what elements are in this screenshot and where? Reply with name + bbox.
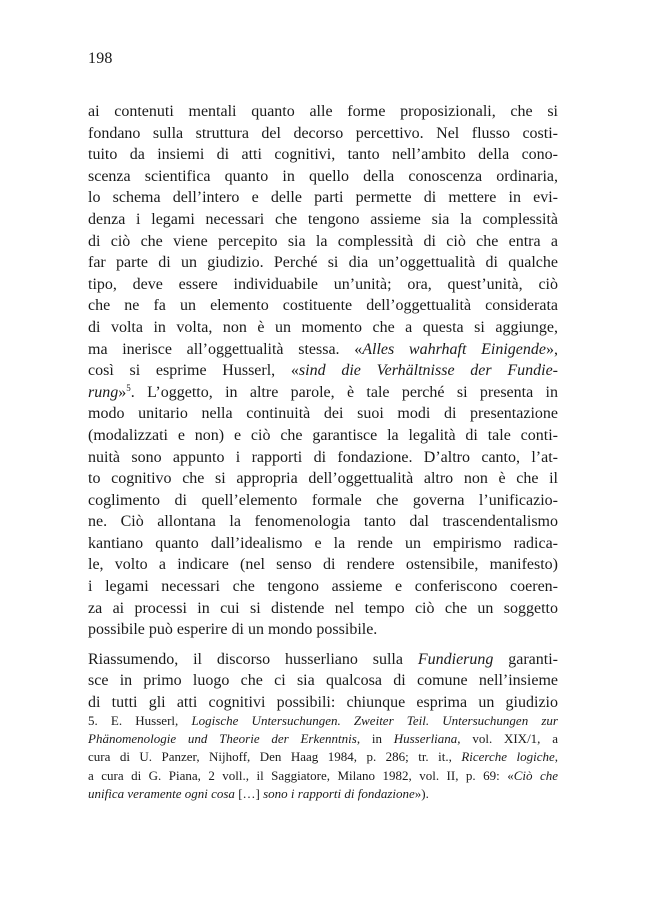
footnote-line (88, 785, 558, 803)
text-run: che ne fa un elemento costituente dell’oggettualità considerata (88, 297, 558, 315)
text-run: di tutti gli atti cognitivi possibili: chiunque esprima un giudizio (88, 694, 558, 712)
italic-text: rung (88, 383, 119, 401)
text-line (88, 274, 558, 296)
text-run: modo unitario nella continuità dei suoi modi di presentazione (88, 405, 558, 423)
text-run: ma inerisce all’oggettualità stessa. « (88, 340, 363, 358)
text-line (88, 360, 558, 382)
text-line (88, 317, 558, 339)
footnote-line (88, 712, 558, 730)
italic-text: Phänomenologie und Theorie der Erkenntnis (88, 731, 357, 747)
text-run: za ai processi in cui si distende nel tempo ciò che un soggetto (88, 599, 558, 617)
text-run: far parte di un giudizio. Perché si dia un’oggettualità di qualche (88, 254, 558, 272)
italic-text: sind die Verhältnisse der Fundie- (298, 362, 558, 380)
text-line (88, 339, 558, 361)
text-line (88, 144, 558, 166)
text-line (88, 619, 558, 641)
text-line (88, 649, 558, 671)
text-line (88, 252, 558, 274)
text-run: fondano sulla struttura del decorso percettivo. Nel flusso costi- (88, 124, 558, 142)
text-run: […] (234, 785, 264, 801)
footnote-line (88, 767, 558, 785)
text-line (88, 533, 558, 555)
text-line (88, 511, 558, 533)
text-line (88, 187, 558, 209)
italic-text: Ricerche logiche (461, 749, 555, 765)
text-run: , vol. XIX/1, a (457, 731, 558, 747)
text-run: sce in primo luogo che ci sia qualcosa di comune nell’insieme (88, 672, 558, 690)
footnote-ref: 5 (126, 382, 131, 393)
text-run: , (554, 749, 558, 765)
text-run: 5. E. Husserl, (88, 713, 192, 728)
text-run: tipo, deve essere individuabile un’unità; ora, quest’unità, ciò (88, 275, 558, 293)
text-line (88, 468, 558, 490)
text-run: Riassumendo, il discorso husserliano sulla (88, 650, 418, 668)
text-run: cura di U. Panzer, Nijhoff, Den Haag 1984, p. 286; tr. it., (88, 749, 462, 765)
text-run: così si esprime Husserl, « (88, 362, 299, 380)
italic-text: sono i rapporti di fondazione (263, 785, 415, 801)
text-run: lo schema dell’intero e delle parti permette di mettere in evi- (88, 189, 558, 207)
text-run: ai contenuti mentali quanto alle forme proposizionali, che si (88, 103, 558, 120)
text-run: a cura di G. Piana, 2 voll., il Saggiatore, Milano 1982, vol. II, p. 69: « (88, 767, 514, 783)
text-run: nuità sono appunto i rapporti di fondazione. D’altro canto, l’at- (88, 448, 558, 466)
text-line (88, 101, 558, 123)
text-line (88, 123, 558, 145)
text-run: to cognitivo che si appropria dell’oggettualità altro non è che il (88, 470, 558, 488)
text-run: i legami necessari che tengono assieme e conferiscono coeren- (88, 578, 558, 596)
text-run: coglimento di quell’elemento formale che governa l’unificazio- (88, 491, 558, 509)
italic-text: Fundierung (417, 650, 494, 668)
paragraph-2 (88, 649, 558, 714)
text-run: , in (356, 731, 394, 747)
text-line (88, 490, 558, 512)
text-run: kantiano quanto dall’idealismo e la rende un empirismo radica- (88, 534, 558, 552)
text-run: tuito da insiemi di atti cognitivi, tanto nell’ambito della cono- (88, 146, 558, 164)
text-run: . L’oggetto, in altre parole, è tale perché si presenta in (130, 383, 558, 401)
text-run: di volta in volta, non è un momento che a questa si aggiunge, (88, 318, 558, 336)
text-line (88, 166, 558, 188)
text-line (88, 598, 558, 620)
text-line (88, 295, 558, 317)
text-run: denza i legami necessari che tengono assieme sia la complessità (88, 210, 558, 228)
italic-text: Husserliana (393, 731, 458, 747)
text-line (88, 209, 558, 231)
text-run: (modalizzati e non) e ciò che garantisce la legalità di tale conti- (88, 426, 558, 444)
text-line (88, 576, 558, 598)
italic-text: Logische Untersuchungen. Zweiter Teil. Untersuchungen zur (191, 713, 558, 728)
page-number: 198 (88, 50, 113, 67)
text-run: scenza scientifica quanto in quello della conoscenza ordinaria, (88, 167, 558, 185)
text-run: le, volto a indicare (nel senso di rendere ostensibile, manifesto) (88, 556, 558, 574)
text-line (88, 231, 558, 253)
text-line (88, 382, 558, 404)
italic-text: unifica veramente ogni cosa (88, 785, 235, 801)
italic-text: Alles wahrhaft Einigende (362, 340, 546, 358)
body-text (88, 101, 558, 714)
footnote-line (88, 730, 558, 748)
text-line (88, 670, 558, 692)
text-line (88, 425, 558, 447)
text-run: possibile può esperire di un mondo possibile. (88, 621, 378, 639)
text-run: » (118, 383, 127, 401)
text-run: garanti- (493, 650, 559, 668)
text-line (88, 403, 558, 425)
text-line (88, 554, 558, 576)
text-run: »). (414, 785, 429, 801)
text-line (88, 447, 558, 469)
footnote-line (88, 748, 558, 766)
text-line (88, 692, 558, 714)
text-run: ne. Ciò allontana la fenomenologia tanto dal trascendentalismo (88, 513, 558, 531)
italic-text: Ciò che (513, 767, 559, 783)
text-run: », (546, 340, 558, 358)
text-run: di ciò che viene percepito sia la complessità di ciò che entra a (88, 232, 558, 250)
paragraph-1 (88, 101, 558, 641)
footnote (88, 712, 558, 803)
